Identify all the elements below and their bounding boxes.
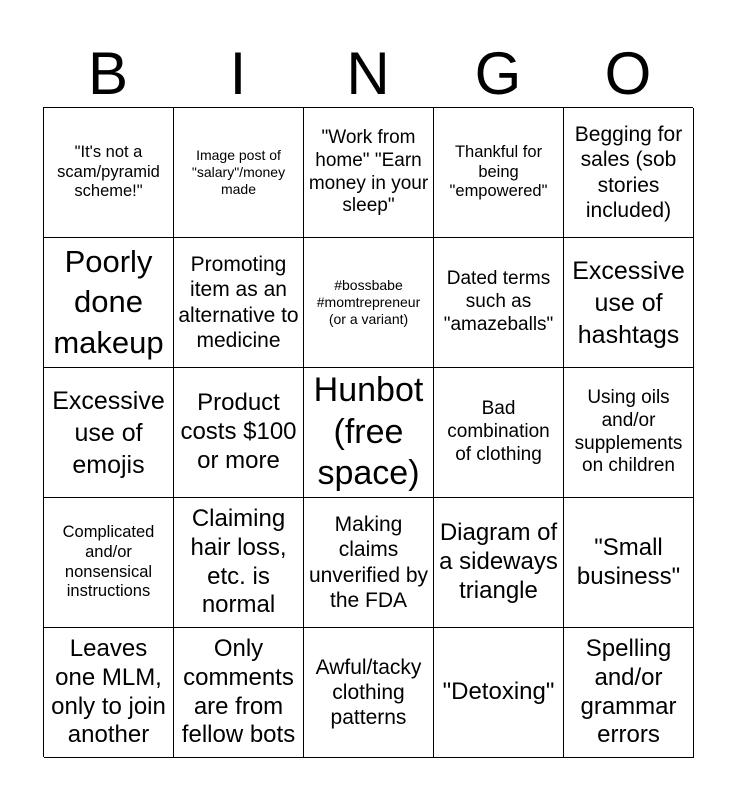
bingo-cell-text: Bad combination of clothing	[447, 398, 550, 465]
bingo-cell-text: #bossbabe #momtrepreneur (or a variant)	[316, 277, 421, 327]
bingo-header	[43, 40, 693, 108]
bingo-cell-text: Hunbot (free space)	[313, 371, 424, 493]
bingo-cell[interactable]	[564, 628, 694, 758]
bingo-cell-text: Awful/tacky clothing patterns	[315, 655, 422, 730]
bingo-cell[interactable]	[174, 238, 304, 368]
bingo-grid	[43, 107, 693, 757]
bingo-cell-text: Poorly done makeup	[53, 244, 164, 360]
bingo-cell[interactable]	[434, 108, 564, 238]
bingo-cell-text: Making claims unverified by the FDA	[308, 513, 429, 612]
bingo-cell[interactable]	[174, 628, 304, 758]
bingo-cell[interactable]	[434, 368, 564, 498]
bingo-cell[interactable]	[304, 498, 434, 628]
bingo-cell[interactable]	[44, 238, 174, 368]
header-letter-i: I	[229, 40, 247, 107]
header-letter-g: G	[474, 40, 522, 107]
bingo-cell[interactable]	[44, 498, 174, 628]
bingo-cell[interactable]	[304, 108, 434, 238]
bingo-cell-text: Diagram of a sideways triangle	[439, 519, 558, 604]
header-letter-o: O	[604, 40, 652, 107]
bingo-cell-text: Claiming hair loss, etc. is normal	[190, 504, 287, 619]
bingo-cell-text: "Work from home" "Earn money in your sleep"	[308, 126, 429, 217]
bingo-cell-text: Thankful for being "empowered"	[449, 142, 548, 201]
bingo-cell-text: "Detoxing"	[442, 678, 555, 706]
bingo-cell-text: Using oils and/or supplements on children	[574, 386, 683, 477]
bingo-cell-text: Spelling and/or grammar errors	[580, 634, 677, 749]
bingo-cell-text: Excessive use of emojis	[52, 386, 165, 479]
bingo-cell-text: Dated terms such as "amazeballs"	[443, 268, 554, 335]
bingo-cell-text: "Small business"	[576, 533, 681, 590]
bingo-cell-text: Excessive use of hashtags	[572, 256, 685, 349]
bingo-cell[interactable]	[564, 498, 694, 628]
bingo-cell-text: Complicated and/or nonsensical instructions	[62, 522, 155, 601]
bingo-cell[interactable]	[174, 368, 304, 498]
bingo-cell[interactable]	[564, 108, 694, 238]
bingo-cell[interactable]	[434, 628, 564, 758]
bingo-cell-text: Leaves one MLM, only to join another	[51, 634, 166, 749]
bingo-cell[interactable]	[174, 108, 304, 238]
bingo-cell[interactable]	[44, 628, 174, 758]
bingo-cell-text: Promoting item as an alternative to medicine	[178, 253, 299, 352]
bingo-cell[interactable]	[564, 368, 694, 498]
bingo-cell-text: Begging for sales (sob stories included)	[574, 123, 683, 222]
bingo-cell-text: Product costs $100 or more	[180, 389, 297, 474]
free-space-cell[interactable]	[304, 368, 434, 498]
bingo-cell[interactable]	[304, 628, 434, 758]
bingo-cell[interactable]	[434, 498, 564, 628]
header-letter-b: B	[87, 40, 129, 107]
bingo-cell[interactable]	[564, 238, 694, 368]
bingo-cell[interactable]	[174, 498, 304, 628]
bingo-cell[interactable]	[304, 238, 434, 368]
header-letter-n: N	[346, 40, 390, 107]
bingo-cell-text: "It's not a scam/pyramid scheme!"	[57, 142, 160, 201]
bingo-cell[interactable]	[44, 368, 174, 498]
bingo-cell[interactable]	[44, 108, 174, 238]
bingo-cell-text: Image post of "salary"/money made	[191, 147, 286, 197]
bingo-cell-text: Only comments are from fellow bots	[181, 634, 296, 749]
bingo-cell[interactable]	[434, 238, 564, 368]
